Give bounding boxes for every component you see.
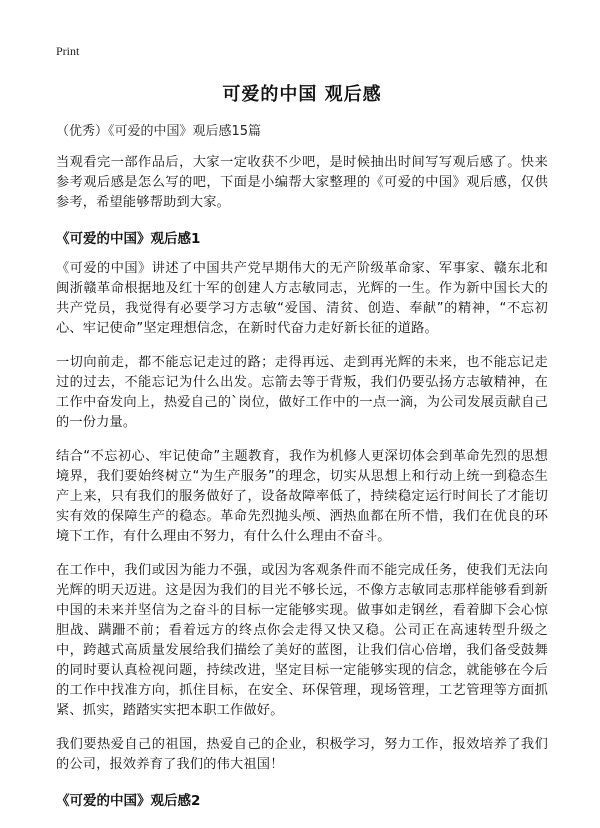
paragraph: 在工作中，我们或因为能力不强，或因为客观条件而不能完成任务，使我们无法向光辉的明天迈进。这是因为我们的目光不够长远，不像方志敏同志那样能够看到新中国的未来并坚信为之奋斗的目标一定能够实现。做事如走钢丝，看着脚下会心惊胆战、蹒跚不前；看着远方的终点你会走得又快又稳。公司正在高速转型升级之中，跨越式高质量发展给我们描绘了美好的蓝图，让我们信心倍增，我们备受鼓舞的同时要认真检视问题，持续改进，坚定目标一定能够实现的信念，就能够在今后的工作中找准方向，抓住目标，在安全、环保管理，现场管理，工艺管理等方面抓紧、抓实，踏踏实实把本职工作做好。 (56, 563, 548, 718)
paragraph: 一切向前走，都不能忘记走过的路；走得再远、走到再光辉的未来，也不能忘记走过的过去，不能忘记为什么出发。忘箭去等于背叛，我们仍要弘扬方志敏精神，在工作中奋发向上，热爱自己的`岗位，做好工作中的一点一滴，为公司发展贡献自己的一份力量。 (56, 355, 548, 430)
document-page (56, 80, 548, 821)
page-title: 可爱的中国 观后感 (222, 84, 382, 105)
intro-paragraph: 当观看完一部作品后，大家一定收获不少吧，是时候抽出时间写写观后感了。快来参考观后感是怎么写的吧，下面是小编帮大家整理的《可爱的中国》观后感，仅供参考，希望能够帮助到大家。 (56, 155, 548, 210)
subtitle: （优秀）《可爱的中国》观后感15篇 (56, 124, 262, 139)
paragraph: 《可爱的中国》讲述了中国共产党早期伟大的无产阶级革命家、军事家、赣东北和闽浙赣革命根据地及红十军的创建人方志敏同志，光辉的一生。作为新中国长大的共产党员，我觉得有必要学习方志敏“爱国、清贫、创造、奉献”的精神，“不忘初心、牢记使命”坚定理想信念，在新时代奋力走好新长征的道路。 (56, 261, 548, 336)
paragraph: 结合“不忘初心、牢记使命”主题教育，我作为机修人更深切体会到革命先烈的思想境界，我们要始终树立“为生产服务”的理念，切实从思想上和行动上统一到稳态生产上来，只有我们的服务做好了，设备故障率低了，持续稳定运行时间长了才能切实有效的保障生产的稳态。革命先烈抛头颅、洒热血都在所不惜，我们在优良的环境下工作，有什么理由不努力，有什么什么理由不奋斗。 (56, 449, 548, 544)
print-label[interactable]: Print (56, 44, 80, 58)
section-heading: 《可爱的中国》观后感2 (56, 793, 201, 809)
paragraph: 我们要热爱自己的祖国，热爱自己的企业，积极学习，努力工作，报效培养了我们的公司，报效养育了我们的伟大祖国！ (56, 737, 548, 772)
section-heading: 《可爱的中国》观后感1 (56, 231, 201, 247)
